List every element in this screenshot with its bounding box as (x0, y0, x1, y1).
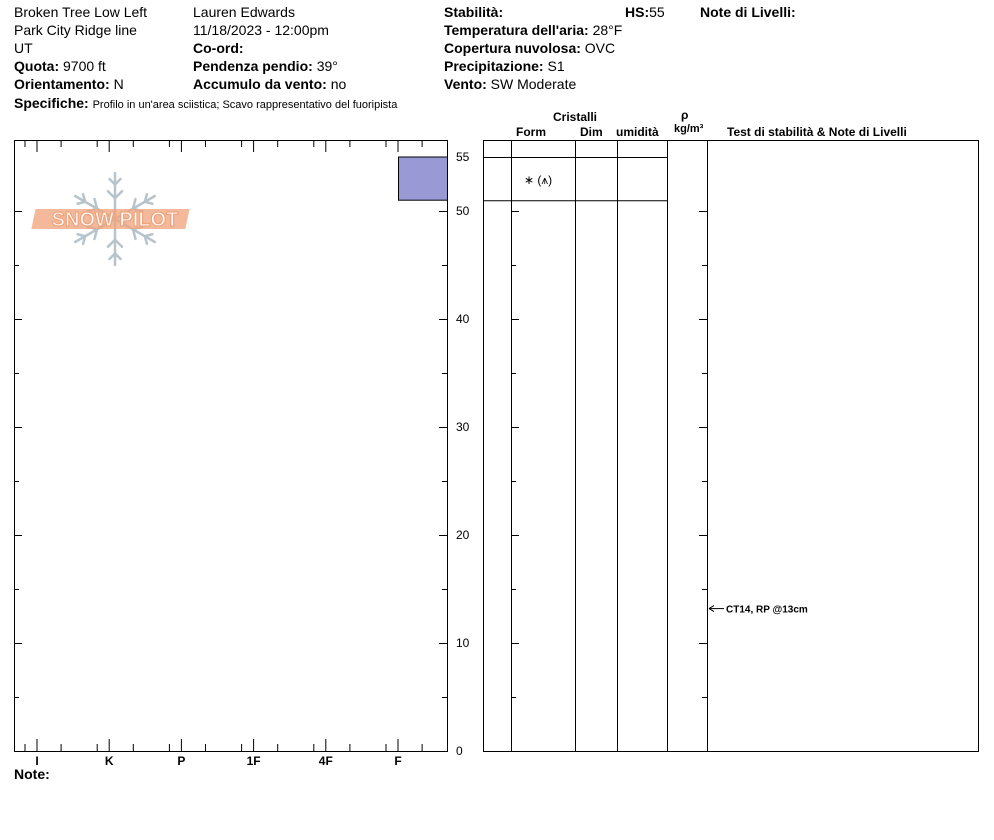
wind-label: Vento: (444, 76, 487, 92)
precip-value: S1 (547, 58, 565, 74)
hs-label: HS: (625, 4, 650, 20)
flake-branch (145, 202, 153, 204)
precip-label: Precipitazione: (444, 58, 544, 74)
observer-name: Lauren Edwards (193, 4, 295, 20)
elevation-label: Quota: (14, 58, 60, 74)
stability-tests (709, 605, 808, 616)
depth-label-55: 55 (456, 150, 470, 164)
cloud-value: OVC (584, 40, 616, 56)
depth-label-20: 20 (456, 528, 470, 542)
dim-header: Dim (580, 125, 603, 139)
depth-label-50: 50 (456, 204, 470, 218)
notes-label: Note: (14, 766, 50, 782)
hs-value: 55 (649, 4, 665, 20)
aspect-value: N (113, 76, 124, 92)
specifics-value: Profilo in un'area sciistica; Scavo rappresentativo del fuoripista (92, 99, 398, 111)
coord-label: Co-ord: (193, 40, 244, 56)
hardness-label-1F: 1F (246, 754, 261, 768)
depth-axis (14, 150, 470, 758)
hardness-label-4F: 4F (318, 754, 333, 768)
stability-test-label: CT14, RP @13cm (726, 604, 808, 616)
form-header: Form (516, 125, 546, 139)
stability-label: Stabilità: (444, 4, 504, 20)
layer-grain-form: ∗ (⩚) (524, 173, 553, 188)
hardness-axis (25, 140, 422, 768)
depth-label-0: 0 (456, 744, 463, 758)
rho-header: ρ (681, 108, 689, 122)
hardness-label-I: I (35, 754, 39, 768)
hardness-graph-frame (15, 141, 448, 752)
snowpilot-logo (31, 173, 189, 265)
hardness-layer-bar (399, 157, 448, 200)
depth-label-40: 40 (456, 312, 470, 326)
elevation-value: 9700 ft (63, 58, 106, 74)
specifics-label: Specifiche: (14, 95, 89, 111)
depth-label-10: 10 (456, 636, 470, 650)
hardness-label-P: P (177, 754, 186, 768)
air-temp-value: 28°F (592, 22, 623, 38)
site-name: Broken Tree Low Left (14, 4, 148, 20)
hardness-label-F: F (394, 754, 402, 768)
depth-label-30: 30 (456, 420, 470, 434)
moisture-header: umidità (616, 125, 659, 139)
wind-value: SW Moderate (490, 76, 577, 92)
slope-label: Pendenza pendio: (193, 58, 313, 74)
profile-table-frame (484, 141, 979, 752)
air-temp-label: Temperatura dell'aria: (444, 22, 589, 38)
wind-load-value: no (330, 76, 347, 92)
layer-notes-label: Note di Livelli: (700, 4, 796, 20)
observation-datetime: 11/18/2023 - 12:00pm (193, 22, 329, 38)
range-name: Park City Ridge line (14, 22, 137, 38)
logo-text: SNOW PILOT (51, 209, 179, 231)
cloud-label: Copertura nuvolosa: (444, 40, 581, 56)
stability-notes-header: Test di stabilità & Note di Livelli (727, 125, 907, 139)
density-unit-header: kg/m³ (674, 123, 704, 135)
profile-table-columns (512, 140, 708, 751)
hardness-label-K: K (104, 754, 114, 768)
hardness-layers (399, 157, 448, 200)
slope-value: 39° (316, 58, 338, 74)
aspect-label: Orientamento: (14, 76, 110, 92)
flake-branch (78, 234, 86, 236)
state-name: UT (14, 40, 33, 56)
profile-table-ticks (511, 212, 707, 752)
wind-load-label: Accumulo da vento: (193, 76, 327, 92)
crystals-header: Cristalli (553, 110, 598, 124)
